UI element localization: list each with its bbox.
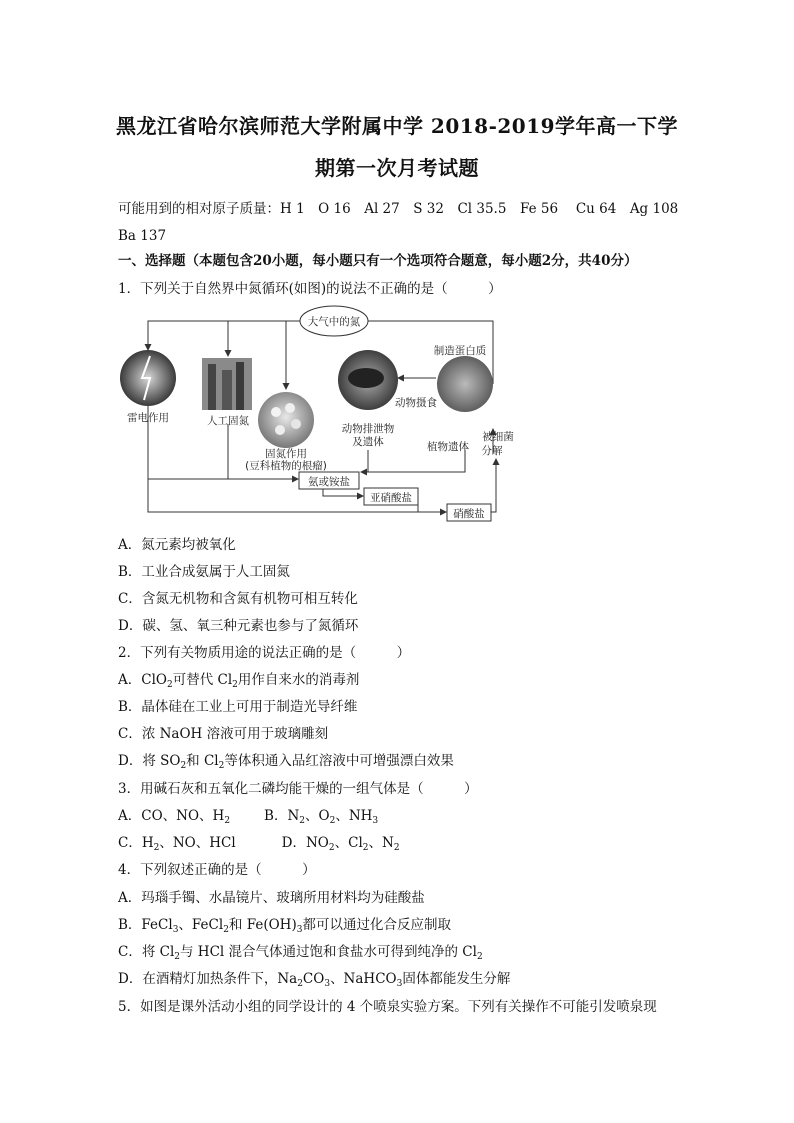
label-bio-fixation: 固氮作用 (265, 448, 307, 460)
title-line-1: 黑龙江省哈尔滨师范大学附属中学 2018-2019学年高一下学 (115, 114, 679, 138)
atomic-masses-line-2: Ba 137 (118, 228, 167, 244)
label-bio-fixation-sub: (豆科植物的根瘤) (245, 460, 327, 472)
title-line-2: 期第一次月考试题 (315, 156, 479, 180)
q3-option-d: D．$NO_2$、$Cl_2$、$N_2$ (281, 835, 400, 853)
root-nodule-image (258, 392, 314, 448)
label-make-protein: 制造蛋白质 (433, 345, 487, 357)
label-animal-waste-1: 动物排泄物 (341, 423, 395, 435)
label-animal-waste-2: 及遗体 (352, 436, 384, 448)
q4-stem: 4．下列叙述正确的是（ ） (118, 862, 316, 878)
q2-option-c: C．浓 NaOH 溶液可用于玻璃雕刻 (118, 726, 329, 742)
label-nitrite: 亚硝酸盐 (370, 492, 412, 504)
q2-option-a: A．ClO$_2$可替代 $Cl_2$用作自来水的消毒剂 (118, 672, 360, 690)
q3-option-c: C．$H_2$、NO、HCl (118, 835, 236, 853)
q3-options-cd (118, 834, 688, 852)
q3-option-b: B．$N_2$、$O_2$、$NH_3$ (264, 808, 379, 826)
q4-option-d: D．在酒精灯加热条件下，$Na_2CO_3$、NaHCO$_3$固体都能发生分解 (118, 971, 511, 989)
nitrogen-cycle-diagram (118, 304, 518, 530)
q4-option-b: B．FeCl$_3$、FeCl$_2$和 $Fe(OH)_3$都可以通过化合反应制取 (118, 917, 451, 935)
section-heading: 一、选择题（本题包含20小题，每小题只有一个选项符合题意，每小题2分，共40分） (118, 253, 638, 269)
label-bacteria-1: 被细菌 (482, 431, 514, 443)
q3-options-ab (118, 807, 688, 825)
q1-option-c: C．含氮无机物和含氮有机物可相互转化 (118, 591, 358, 607)
q2-option-b: B．晶体硅在工业上可用于制造光导纤维 (118, 699, 358, 715)
label-industrial: 人工固氮 (207, 415, 249, 427)
q4-option-c: C．将 $Cl_2$与 HCl 混合气体通过饱和食盐水可得到纯净的 $Cl_2$ (118, 944, 483, 962)
q3-option-a: A．CO、NO、$H_2$ (118, 808, 231, 826)
q3-stem: 3．用碱石灰和五氧化二磷均能干燥的一组气体是（ ） (118, 781, 478, 797)
q1-option-a: A．氮元素均被氧化 (118, 537, 236, 553)
plant-image (437, 356, 493, 412)
q1-stem: 1．下列关于自然界中氮循环(如图)的说法不正确的是（ ） (118, 281, 502, 297)
q5-stem: 5．如图是课外活动小组的同学设计的 4 个喷泉实验方案。下列有关操作不可能引发喷泉现 (118, 999, 657, 1015)
label-plant-remains: 植物遗体 (427, 441, 469, 453)
label-animal-feed: 动物摄食 (395, 397, 437, 409)
q1-option-d: D．碳、氢、氧三种元素也参与了氮循环 (118, 618, 359, 634)
label-bacteria-2: 分解 (481, 445, 503, 457)
label-lightning: 雷电作用 (127, 412, 169, 424)
atomic-masses-line-1: 可能用到的相对原子质量：H 1 O 16 Al 27 S 32 Cl 35.5 Fe 56 Cu 64 Ag 108 (118, 201, 679, 217)
q2-stem: 2．下列有关物质用途的说法正确的是（ ） (118, 645, 411, 661)
q4-option-a: A．玛瑙手镯、水晶镜片、玻璃所用材料均为硅酸盐 (118, 890, 425, 906)
q2-option-d: D．将 $SO_2$和 $Cl_2$等体积通入品红溶液中可增强漂白效果 (118, 753, 454, 771)
label-atmosphere: 大气中的氮 (307, 316, 361, 328)
q1-option-b: B．工业合成氨属于人工固氮 (118, 564, 290, 580)
label-ammonia: 氨或铵盐 (308, 476, 350, 488)
label-nitrate: 硝酸盐 (453, 508, 485, 520)
